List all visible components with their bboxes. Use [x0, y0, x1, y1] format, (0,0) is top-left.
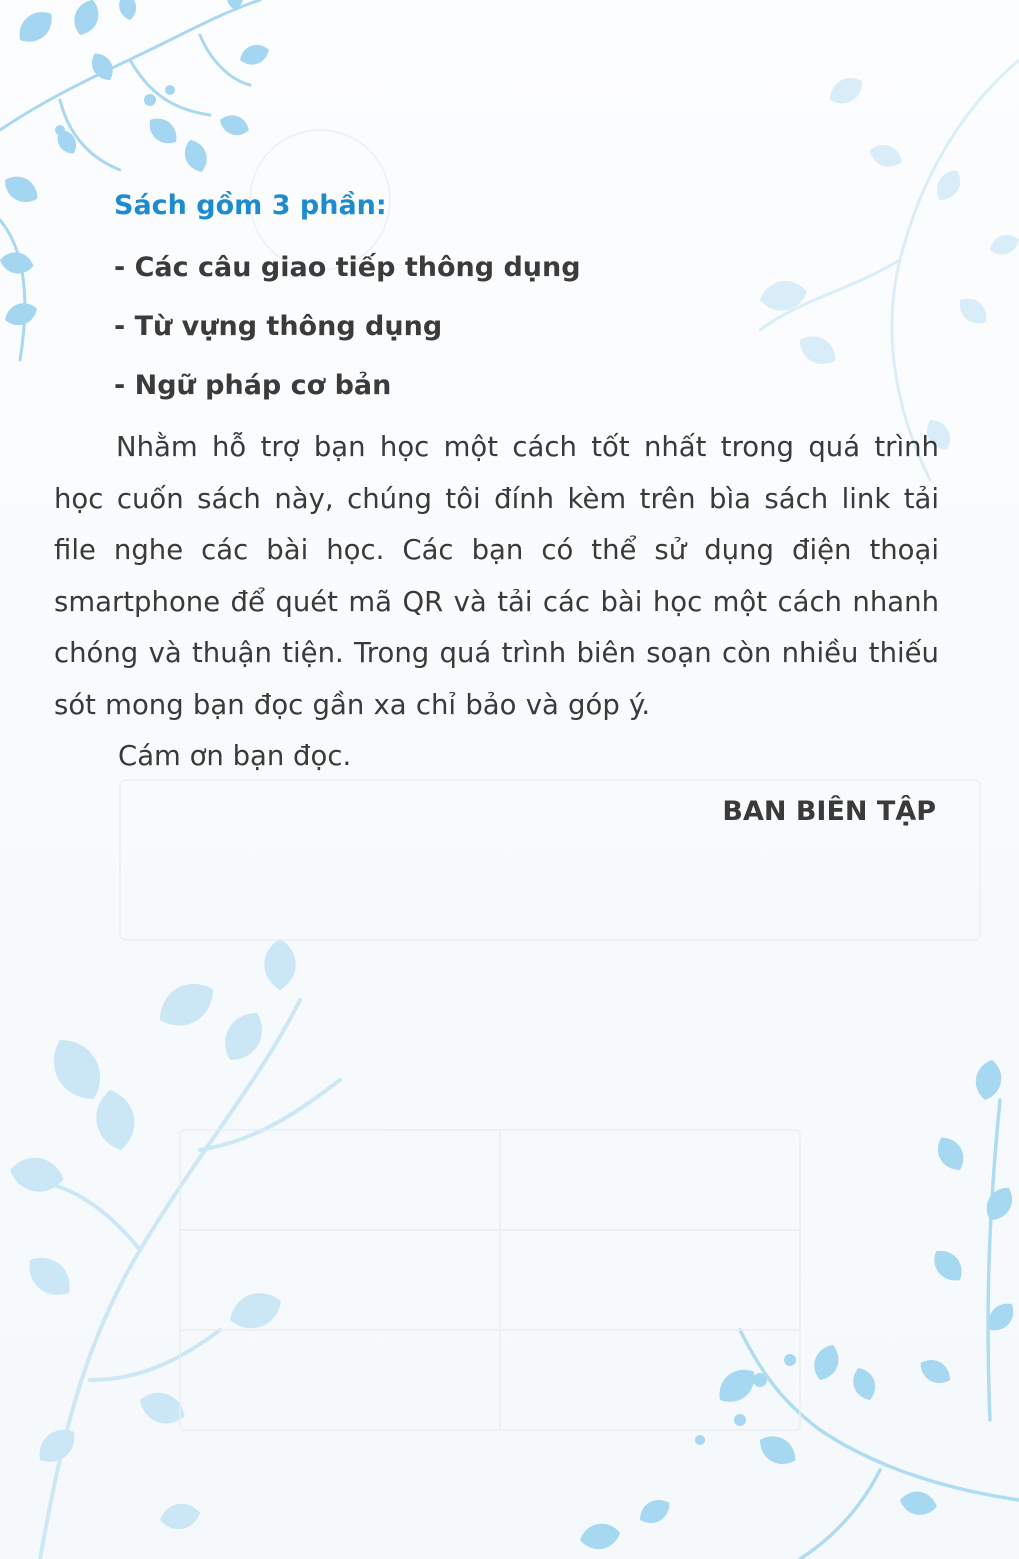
list-item: - Từ vựng thông dụng [114, 311, 443, 342]
list-item: - Các câu giao tiếp thông dụng [114, 252, 581, 283]
body-paragraph: Nhằm hỗ trợ bạn học một cách tốt nhất trong quá trình học cuốn sách này, chúng tôi đính kèm trên bìa sách link tải file nghe các bài học. Các bạn có thể sử dụng điện thoại smartphone để quét mã QR và tải các bài học một cách nhanh chóng và thuận tiện. Trong quá trình biên soạn còn nhiều thiếu sót mong bạn đọc gần xa chỉ bảo và góp ý. [54, 431, 939, 721]
bottom-right-vine [578, 1058, 1019, 1559]
thanks-line: Cám ơn bạn đọc. [118, 740, 352, 772]
parts-list [114, 248, 581, 425]
bottom-left-vine [7, 939, 340, 1559]
top-right-vine [757, 60, 1019, 480]
section-heading: Sách gồm 3 phần: [114, 190, 387, 221]
editorial-signature: BAN BIÊN TẬP [722, 796, 936, 827]
list-item: - Ngữ pháp cơ bản [114, 370, 392, 401]
